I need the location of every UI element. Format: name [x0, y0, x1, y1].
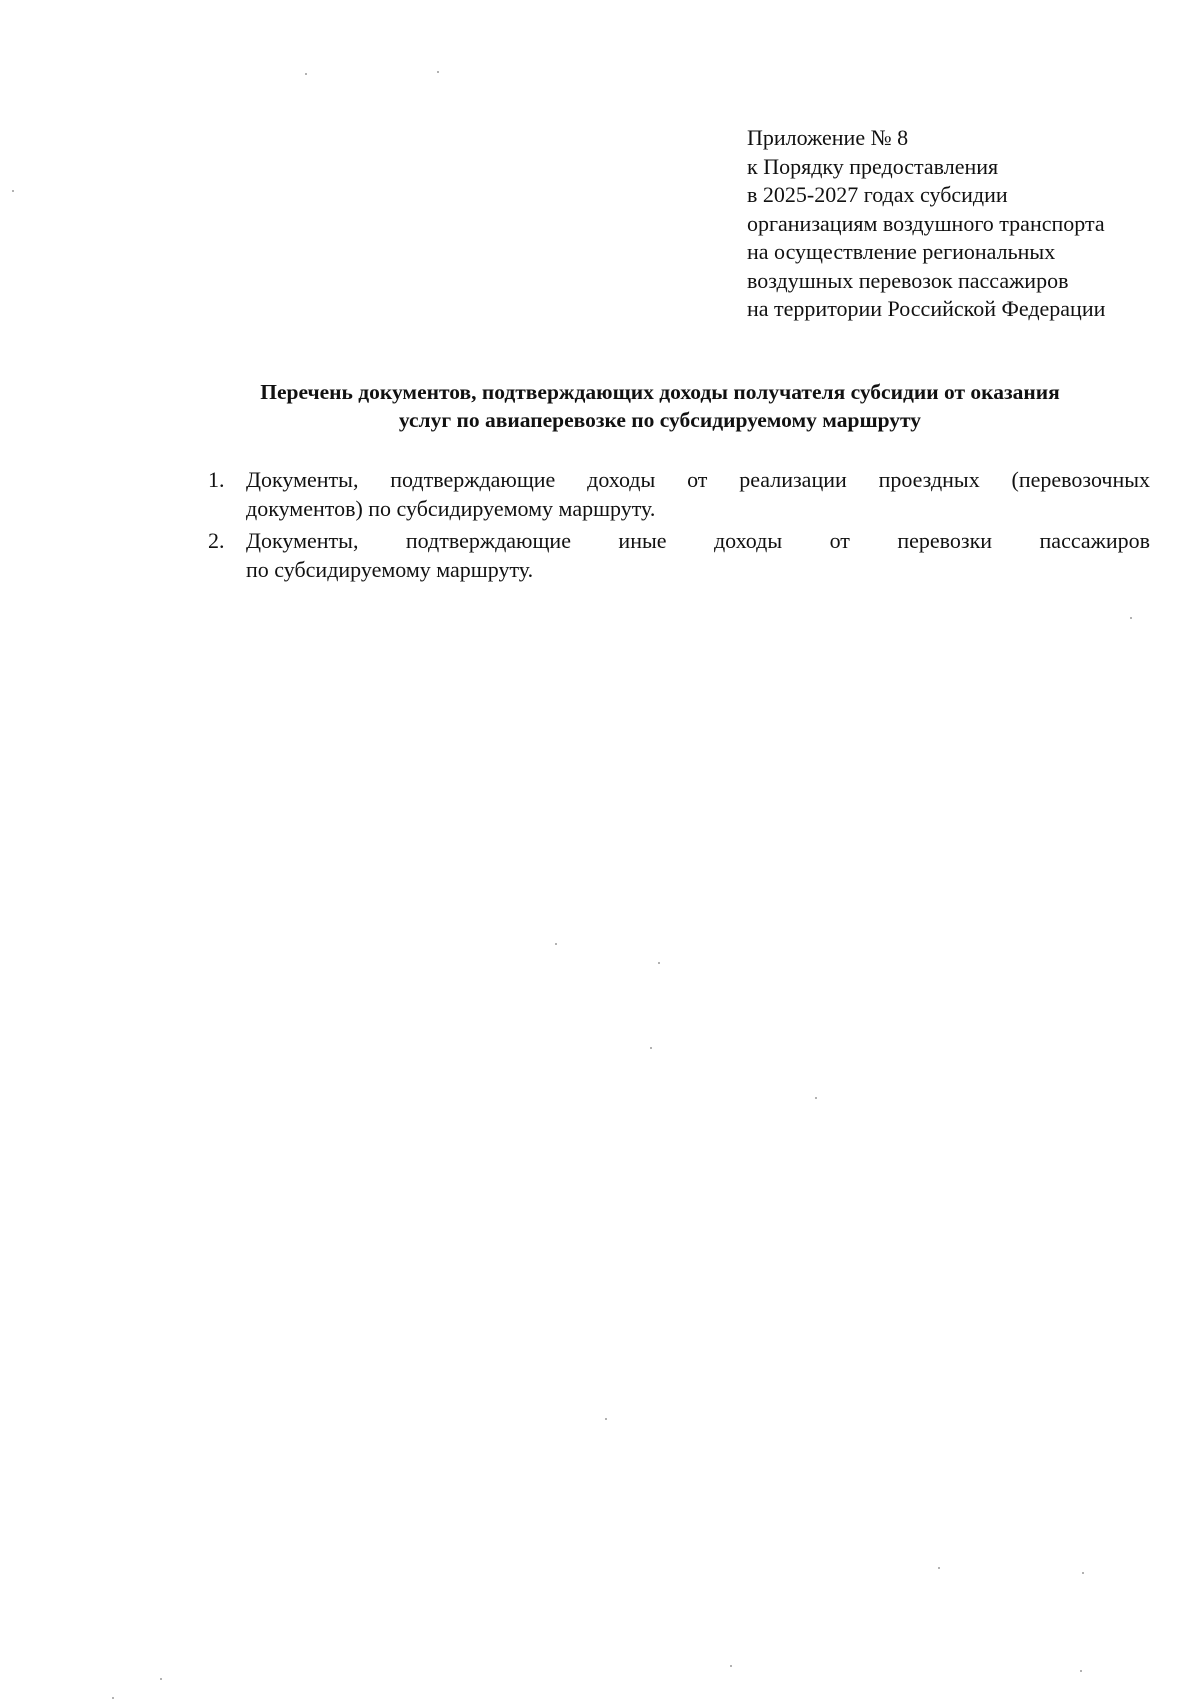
list-item-line: Документы, подтверждающие доходы от реализации проездных (перевозочных: [246, 467, 1150, 492]
scan-speck: [160, 1678, 162, 1680]
list-item-number: 2.: [208, 528, 225, 553]
annex-line-years: в 2025-2027 годах субсидии: [747, 182, 1008, 207]
list-item-text: [246, 526, 1150, 584]
annex-line-reference: к Порядку предоставления: [747, 153, 999, 179]
scan-speck: [1130, 617, 1132, 619]
scan-speck: [815, 1097, 817, 1099]
list-item-text: [246, 465, 1150, 523]
scan-speck: [437, 71, 439, 73]
scan-speck: [605, 1418, 607, 1420]
annex-header: [747, 124, 1167, 324]
document-title: [120, 378, 1200, 434]
scan-speck: [1080, 1670, 1082, 1672]
list-item: [208, 526, 1150, 584]
annex-line-purpose: на осуществление региональных: [747, 239, 1056, 264]
list-item-line: по субсидируемому маршруту.: [246, 557, 534, 582]
annex-line-transport: воздушных перевозок пассажиров: [747, 267, 1069, 293]
list-item: [208, 465, 1150, 523]
list-item-number: 1.: [208, 467, 225, 492]
scan-speck: [938, 1567, 940, 1569]
documents-list: [208, 465, 1150, 587]
list-item-line: документов) по субсидируемому маршруту.: [246, 496, 656, 521]
annex-line-organizations: организациям воздушного транспорта: [747, 210, 1105, 236]
scan-speck: [650, 1047, 652, 1049]
annex-line-number: Приложение № 8: [747, 125, 909, 150]
scan-speck: [658, 962, 660, 964]
scan-speck: [305, 73, 307, 75]
document-title-line-2: услуг по авиаперевозке по субсидируемому маршруту: [398, 408, 922, 432]
scan-speck: [112, 1697, 114, 1699]
scan-speck: [555, 943, 557, 945]
document-title-line-1: Перечень документов, подтверждающих доходы получателя субсидии от оказания: [260, 380, 1060, 404]
annex-line-territory: на территории Российской Федерации: [747, 296, 1106, 321]
list-item-line: Документы, подтверждающие иные доходы от перевозки пассажиров: [246, 528, 1150, 553]
scan-speck: [1082, 1572, 1084, 1574]
scan-speck: [730, 1665, 732, 1667]
scan-speck: [12, 190, 14, 192]
